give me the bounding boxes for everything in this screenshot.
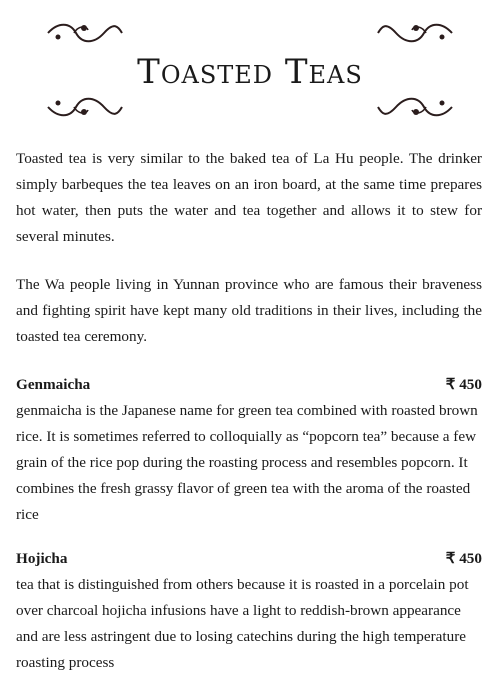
item-name: Genmaicha xyxy=(16,376,91,393)
item-price: ₹ 450 xyxy=(445,550,482,567)
intro-paragraph: The Wa people living in Yunnan province who are famous their braveness and fighting spirit have kept many old traditions in their lives, including the toasted tea ceremony. xyxy=(16,276,482,345)
intro-paragraph: Toasted tea is very similar to the baked tea of La Hu people. The drinker simply barbeques the tea leaves on an iron board, at the same time prepares hot water, then puts the water and tea together and allows it to stew for several minutes. xyxy=(16,150,482,245)
flourish-ornament-icon xyxy=(44,94,124,120)
menu-header xyxy=(0,14,500,130)
flourish-ornament-icon xyxy=(376,94,456,120)
item-description: tea that is distinguished from others because it is roasted in a porcelain pot over charcoal hojicha infusions have a light to reddish-brown appearance and are less astringent due to losing catechins during the high temperature roasting process xyxy=(16,576,469,671)
flourish-ornament-icon xyxy=(44,20,124,46)
flourish-ornament-icon xyxy=(376,20,456,46)
item-price: ₹ 450 xyxy=(445,376,482,393)
menu-item-genmaicha xyxy=(16,372,482,528)
item-description: genmaicha is the Japanese name for green tea combined with roasted brown rice. It is sometimes referred to colloquially as “popcorn tea” because a few grain of the rice pop during the roasting process and resembles popcorn. It combines the fresh grassy flavor of green tea with the aroma of the roasted rice xyxy=(16,402,478,523)
menu-item-hojicha xyxy=(16,546,482,676)
page-title: Toasted Teas xyxy=(137,52,363,92)
menu-content xyxy=(16,146,482,676)
item-name: Hojicha xyxy=(16,550,68,567)
